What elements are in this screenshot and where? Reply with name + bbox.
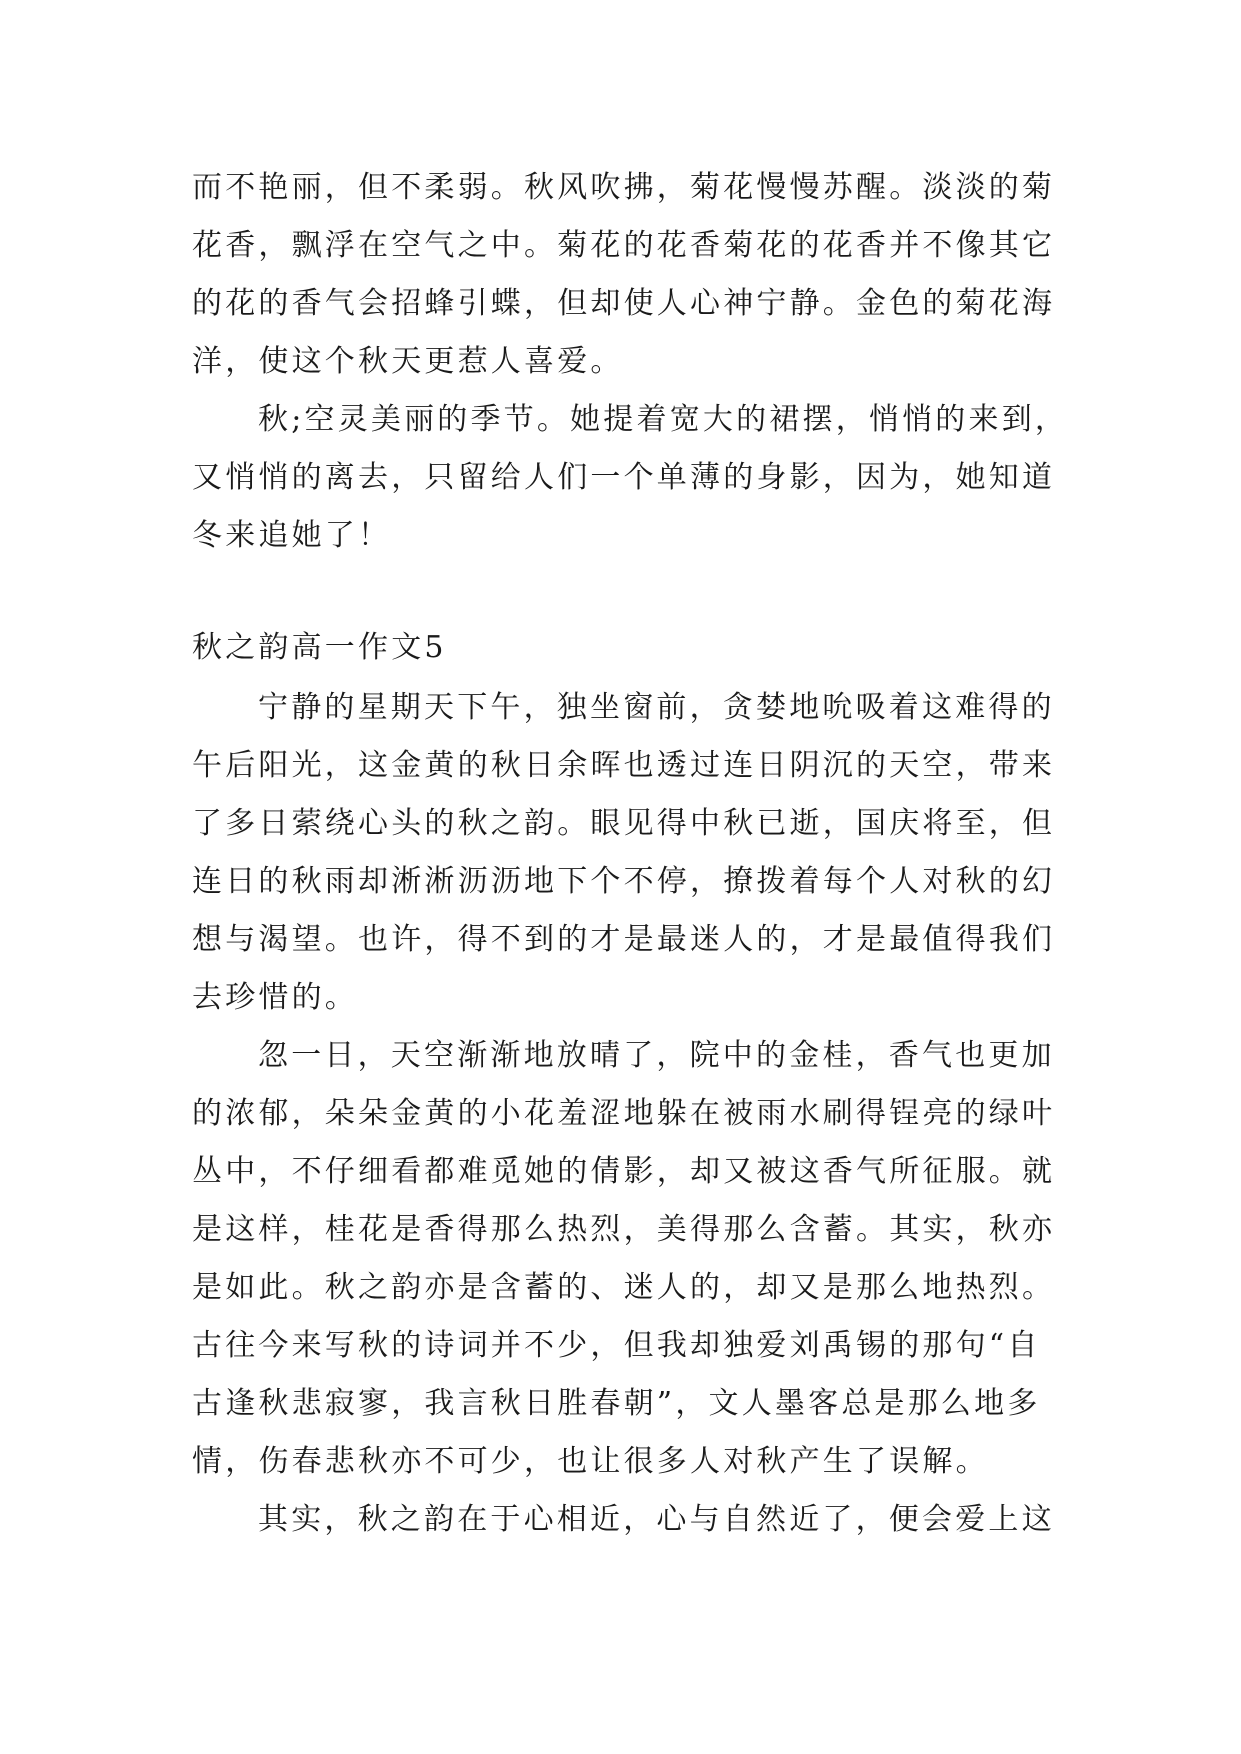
text-line: 是这样，桂花是香得那么热烈，美得那么含蓄。其实，秋亦	[192, 1212, 1056, 1247]
text-line: 洋，使这个秋天更惹人喜爱。	[192, 344, 624, 379]
text-line: 丛中，不仔细看都难觅她的倩影，却又被这香气所征服。就	[192, 1154, 1056, 1189]
section-heading: 秋之韵高一作文5	[192, 630, 447, 665]
text-line: 又悄悄的离去，只留给人们一个单薄的身影，因为，她知道	[192, 460, 1056, 495]
text-line: 古往今来写秋的诗词并不少，但我却独爱刘禹锡的那句“自	[192, 1328, 1041, 1363]
text-line: 花香，飘浮在空气之中。菊花的花香菊花的花香并不像其它	[192, 228, 1056, 263]
text-line: 情，伤春悲秋亦不可少，也让很多人对秋产生了误解。	[192, 1444, 989, 1479]
paragraph-start-line: 其实，秋之韵在于心相近，心与自然近了，便会爱上这	[258, 1502, 1055, 1537]
text-line: 连日的秋雨却淅淅沥沥地下个不停，撩拨着每个人对秋的幻	[192, 864, 1056, 899]
text-line: 的浓郁，朵朵金黄的小花羞涩地躲在被雨水刷得锃亮的绿叶	[192, 1096, 1056, 1131]
text-line: 的花的香气会招蜂引蝶，但却使人心神宁静。金色的菊花海	[192, 286, 1056, 321]
paragraph-start-line: 宁静的星期天下午，独坐窗前，贪婪地吮吸着这难得的	[258, 690, 1055, 725]
text-line: 午后阳光，这金黄的秋日余晖也透过连日阴沉的天空，带来	[192, 748, 1056, 783]
text-line: 想与渴望。也许，得不到的才是最迷人的，才是最值得我们	[192, 922, 1056, 957]
paragraph-start-line: 秋;空灵美丽的季节。她提着宽大的裙摆，悄悄的来到，	[258, 402, 1069, 437]
text-line: 去珍惜的。	[192, 980, 358, 1015]
paragraph-start-line: 忽一日，天空渐渐地放晴了，院中的金桂，香气也更加	[258, 1038, 1055, 1073]
text-line: 冬来追她了！	[192, 518, 392, 553]
text-line: 是如此。秋之韵亦是含蓄的、迷人的，却又是那么地热烈。	[192, 1270, 1056, 1305]
text-line: 了多日萦绕心头的秋之韵。眼见得中秋已逝，国庆将至，但	[192, 806, 1056, 841]
text-line: 而不艳丽，但不柔弱。秋风吹拂，菊花慢慢苏醒。淡淡的菊	[192, 170, 1056, 205]
text-line: 古逢秋悲寂寥，我言秋日胜春朝”，文人墨客总是那么地多	[192, 1386, 1041, 1421]
